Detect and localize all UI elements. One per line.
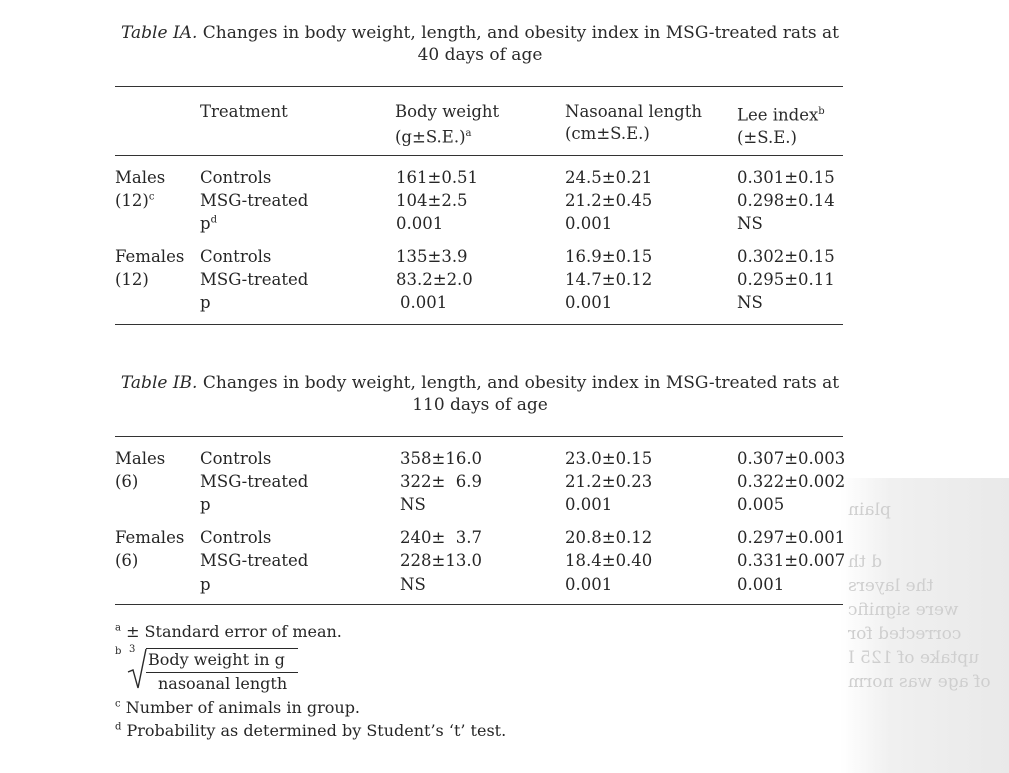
cell-body-weight: 228±13.0	[400, 551, 483, 570]
cell-body-weight: 0.001	[396, 214, 444, 233]
footnote-d-text: Probability as determined by Student’s ‘t’ test.	[126, 721, 507, 740]
header-nasoanal-line1: Nasoanal length	[565, 102, 702, 121]
row-p-label: p	[200, 293, 211, 312]
cell-body-weight: NS	[400, 495, 426, 514]
footnote-mark: d	[115, 721, 122, 733]
row-treatment: MSG-treated	[200, 551, 309, 570]
cell-body-weight: 104±2.5	[396, 191, 468, 210]
header-body-weight-line1: Body weight	[395, 102, 500, 121]
group-count-value: (12)	[115, 191, 149, 210]
cell-lee-index: 0.307±0.003	[737, 449, 846, 468]
row-treatment: MSG-treated	[200, 191, 309, 210]
table-b-caption-line1: Changes in body weight, length, and obesity index in MSG-treated rats at	[197, 373, 840, 393]
cell-lee-index: 0.298±0.14	[737, 191, 835, 210]
group-label: Females	[115, 528, 185, 547]
p-label: p	[200, 214, 211, 233]
cell-body-weight: 161±0.51	[396, 168, 479, 187]
group-count	[115, 191, 154, 210]
cell-nasoanal-length: 18.4±0.40	[565, 551, 653, 570]
cell-body-weight: 135±3.9	[396, 247, 468, 266]
header-nasoanal-line2: (cm±S.E.)	[565, 124, 650, 143]
cell-nasoanal-length: 23.0±0.15	[565, 449, 653, 468]
footnote-a-text: ± Standard error of mean.	[126, 622, 342, 641]
table-a-caption	[100, 22, 860, 66]
table-a-caption-line2: 40 days of age	[417, 45, 543, 65]
row-treatment: Controls	[200, 168, 272, 187]
table-a-caption-line1: Changes in body weight, length, and obesity index in MSG-treated rats at	[197, 23, 839, 43]
table-a-top-rule	[115, 86, 843, 87]
footnote-mark: a	[465, 128, 472, 139]
group-label: Males	[115, 168, 166, 187]
footnote-d	[115, 721, 506, 740]
table-a-bottom-rule	[115, 324, 843, 325]
cell-nasoanal-length: 14.7±0.12	[565, 270, 653, 289]
root-denominator: nasoanal length	[158, 674, 288, 693]
cell-lee-index: 0.301±0.15	[737, 168, 835, 187]
bleed-line: d th	[848, 552, 883, 572]
bleed-line: of age was norm	[848, 672, 991, 692]
row-p-label: p	[200, 575, 211, 594]
table-a-header-rule	[115, 155, 843, 156]
header-lee-line1: Lee index	[737, 105, 819, 125]
cell-body-weight: NS	[400, 575, 426, 594]
page-bleed-through	[840, 478, 1009, 773]
cell-lee-index: 0.295±0.11	[737, 270, 835, 289]
header-lee-index	[737, 101, 825, 149]
bleed-line: were signific	[848, 600, 959, 620]
footnote-mark: c	[115, 698, 121, 710]
cell-nasoanal-length: 21.2±0.45	[565, 191, 653, 210]
cell-lee-index: NS	[737, 214, 763, 233]
cell-lee-index: 0.302±0.15	[737, 247, 835, 266]
bleed-line: corrected for	[848, 624, 962, 644]
table-b-top-rule	[115, 436, 843, 437]
row-treatment: Controls	[200, 247, 272, 266]
row-treatment: Controls	[200, 528, 272, 547]
row-p-label: p	[200, 495, 211, 514]
row-treatment: MSG-treated	[200, 270, 309, 289]
table-b-bottom-rule	[115, 604, 843, 605]
footnote-mark: b	[115, 646, 122, 657]
cell-lee-index: 0.322±0.002	[737, 472, 846, 491]
footnote-mark: a	[115, 622, 121, 634]
row-p-label	[200, 214, 217, 233]
footnote-mark: c	[148, 191, 155, 203]
table-b-caption-line2: 110 days of age	[412, 395, 548, 415]
group-count: (6)	[115, 551, 139, 570]
cell-body-weight: 322± 6.9	[400, 472, 483, 491]
bleed-line: uptake of 125 I	[848, 648, 980, 668]
cell-nasoanal-length: 0.001	[565, 293, 613, 312]
footnote-c	[115, 698, 360, 717]
cell-lee-index: 0.297±0.001	[737, 528, 846, 547]
cell-lee-index: NS	[737, 293, 763, 312]
cell-nasoanal-length: 21.2±0.23	[565, 472, 653, 491]
group-count: (12)	[115, 270, 149, 289]
cell-nasoanal-length: 16.9±0.15	[565, 247, 653, 266]
cell-nasoanal-length: 20.8±0.12	[565, 528, 653, 547]
cell-lee-index: 0.331±0.007	[737, 551, 846, 570]
group-label: Females	[115, 247, 185, 266]
header-treatment: Treatment	[200, 102, 288, 121]
group-count: (6)	[115, 472, 139, 491]
root-index: 3	[129, 644, 136, 655]
cell-body-weight: 358±16.0	[400, 449, 483, 468]
cell-lee-index: 0.001	[737, 575, 785, 594]
footnote-mark: d	[210, 214, 217, 226]
footnote-c-text: Number of animals in group.	[125, 698, 361, 717]
cell-body-weight: 0.001	[400, 293, 448, 312]
row-treatment: Controls	[200, 449, 272, 468]
cell-nasoanal-length: 0.001	[565, 495, 613, 514]
root-sign	[127, 648, 147, 692]
cell-nasoanal-length: 0.001	[565, 575, 613, 594]
cell-nasoanal-length: 0.001	[565, 214, 613, 233]
footnote-mark: b	[818, 106, 825, 117]
table-a-label: Table IA.	[121, 23, 198, 43]
group-label: Males	[115, 449, 166, 468]
header-body-weight	[395, 101, 499, 149]
row-treatment: MSG-treated	[200, 472, 309, 491]
header-lee-line2: (±S.E.)	[737, 127, 797, 147]
bleed-line: plain	[848, 500, 891, 520]
cell-body-weight: 240± 3.7	[400, 528, 483, 547]
cell-lee-index: 0.005	[737, 495, 785, 514]
root-numerator: Body weight in g	[148, 650, 285, 669]
footnote-a	[115, 622, 342, 641]
cell-body-weight: 83.2±2.0	[396, 270, 473, 289]
header-nasoanal-length	[565, 101, 702, 145]
header-body-weight-line2: (g±S.E.)	[395, 127, 466, 147]
table-b-caption	[100, 372, 860, 416]
table-b-label: Table IB.	[120, 373, 198, 393]
cell-nasoanal-length: 24.5±0.21	[565, 168, 653, 187]
bleed-line: the layers	[848, 576, 934, 596]
